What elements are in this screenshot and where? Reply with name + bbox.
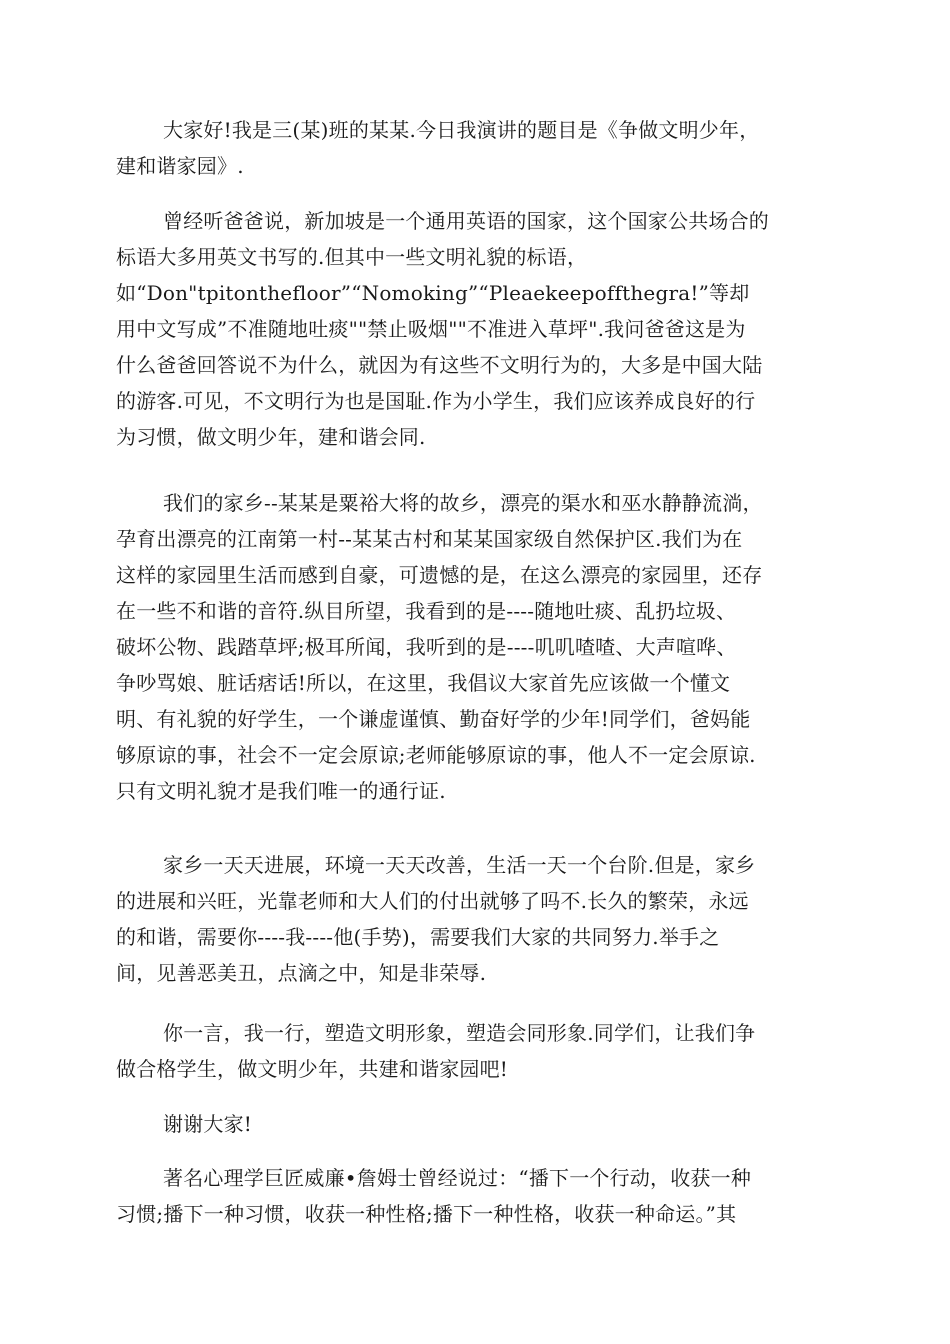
text-line: 的进展和兴旺，光靠老师和大人们的付出就够了吗不.长久的繁荣，永远 [116, 889, 749, 913]
text-line: 为习惯，做文明少年，建和谐会同. [116, 425, 426, 449]
text-line: 我们的家乡--某某是粟裕大将的故乡，漂亮的渠水和巫水静静流淌， [163, 491, 763, 515]
text-line: 在一些不和谐的音符.纵目所望，我看到的是----随地吐痰、乱扔垃圾、 [116, 599, 737, 623]
text-line: 著名心理学巨匠威廉•詹姆士曾经说过：“播下一个行动，收获一种 [163, 1166, 752, 1190]
text-line: 大家好!我是三(某)班的某某.今日我演讲的题目是《争做文明少年， [163, 118, 760, 142]
paragraph-quote [116, 1160, 834, 1232]
paragraph-call-to-action [116, 1015, 834, 1087]
text-line: 明、有礼貌的好学生，一个谦虚谨慎、勤奋好学的少年!同学们，爸妈能 [116, 707, 751, 731]
text-line: 破坏公物、践踏草坪;极耳所闻，我听到的是----叽叽喳喳、大声喧哗、 [116, 635, 737, 659]
text-line: 只有文明礼貌才是我们唯一的通行证. [116, 779, 446, 803]
text-line: 习惯;播下一种习惯，收获一种性格;播下一种性格，收获一种命运。”其 [116, 1202, 737, 1226]
text-line: 建和谐家园》. [116, 154, 244, 178]
paragraph-singapore [116, 203, 834, 455]
text-line: 家乡一天天进展，环境一天天改善，生活一天一个台阶.但是，家乡 [163, 853, 756, 877]
text-line: 用中文写成”不准随地吐痰""禁止吸烟""不准进入草坪".我问爸爸这是为 [116, 317, 746, 341]
text-line: 间，见善恶美丑，点滴之中，知是非荣辱. [116, 961, 487, 985]
text-line: 够原谅的事，社会不一定会原谅;老师能够原谅的事，他人不一定会原谅. [116, 743, 756, 767]
paragraph-progress [116, 847, 834, 991]
text-line: 你一言，我一行，塑造文明形象，塑造会同形象.同学们，让我们争 [163, 1021, 756, 1045]
text-line: 这样的家园里生活而感到自豪，可遗憾的是，在这么漂亮的家园里，还存 [116, 563, 763, 587]
text-line: 什么爸爸回答说不为什么，就因为有这些不文明行为的，大多是中国大陆 [116, 353, 763, 377]
text-line: 标语大多用英文书写的.但其中一些文明礼貌的标语， [116, 245, 588, 269]
text-line: 谢谢大家! [163, 1112, 253, 1136]
paragraph-hometown [116, 485, 834, 809]
text-line: 的和谐，需要你----我----他(手势)，需要我们大家的共同努力.举手之 [116, 925, 720, 949]
text-line: 孕育出漂亮的江南第一村--某某古村和某某国家级自然保护区.我们为在 [116, 527, 743, 551]
text-line: 如“Don"tpitonthefloor”“Nomoking”“Pleaekeepoffthegra!”等却 [116, 281, 750, 305]
text-line: 做合格学生，做文明少年，共建和谐家园吧! [116, 1057, 509, 1081]
text-line: 争吵骂娘、脏话痞话!所以，在这里，我倡议大家首先应该做一个懂文 [116, 671, 731, 695]
text-line: 曾经听爸爸说，新加坡是一个通用英语的国家，这个国家公共场合的 [163, 209, 769, 233]
paragraph-greeting [116, 112, 834, 184]
paragraph-thanks [116, 1106, 834, 1142]
text-line: 的游客.可见，不文明行为也是国耻.作为小学生，我们应该养成良好的行 [116, 389, 756, 413]
